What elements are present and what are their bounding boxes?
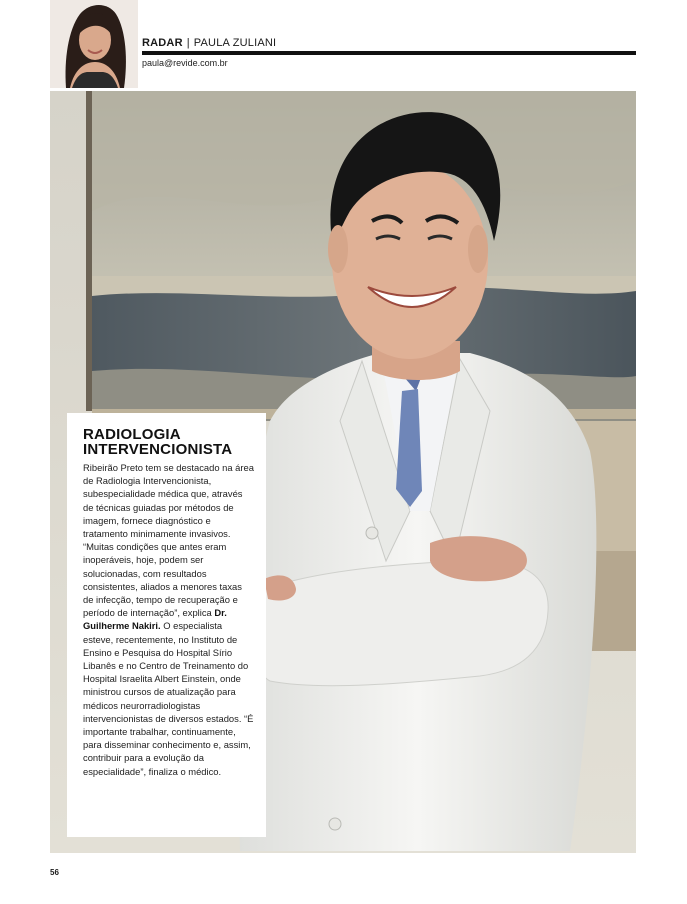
section-name: RADAR xyxy=(142,37,183,49)
author-portrait-illustration xyxy=(50,0,138,88)
article-body-part2: O especialista esteve, recentemente, no Instituto de Ensino e Pesquisa do Hospital Sírio Libanês e no Centro de Treinamento do Hospital Israelita Albert Einstein, onde ministrou cursos de atualização para médicos neurorradiologistas intervencionistas de diversos estados. “É importante trabalhar, continuamente, para disseminar conhecimento e, assim, contribuir para a evolução da especialidade”, finaliza o médico. xyxy=(83,620,254,777)
author-photo xyxy=(50,0,138,88)
column-title xyxy=(142,36,636,50)
article-title-line2: INTERVENCIONISTA xyxy=(83,441,233,458)
header-rule xyxy=(142,51,636,55)
author-email: paula@revide.com.br xyxy=(142,58,228,68)
article-title xyxy=(83,427,254,457)
article-body xyxy=(83,461,254,778)
header-separator: | xyxy=(186,37,190,49)
article-box xyxy=(67,413,266,837)
author-name: PAULA ZULIANI xyxy=(193,37,277,49)
page-number: 56 xyxy=(50,868,59,877)
doctor-name: Dr. Guilherme Nakiri. xyxy=(83,607,227,632)
article-body-part1: Ribeirão Preto tem se destacado na área de Radiologia Intervencionista, subespecialidade médica que, através de técnicas guiadas por métodos de imagem, fornece diagnóstico e tratamento minimamente invasivos. “Muitas condições que antes eram inoperáveis, hoje, podem ser solucionadas, com resultados consistentes, aliados a menores taxas de infecção, tempo de recuperação e período de internação”, explica xyxy=(83,462,254,619)
article-title-line1: RADIOLOGIA xyxy=(83,426,181,443)
column-header xyxy=(142,36,636,68)
